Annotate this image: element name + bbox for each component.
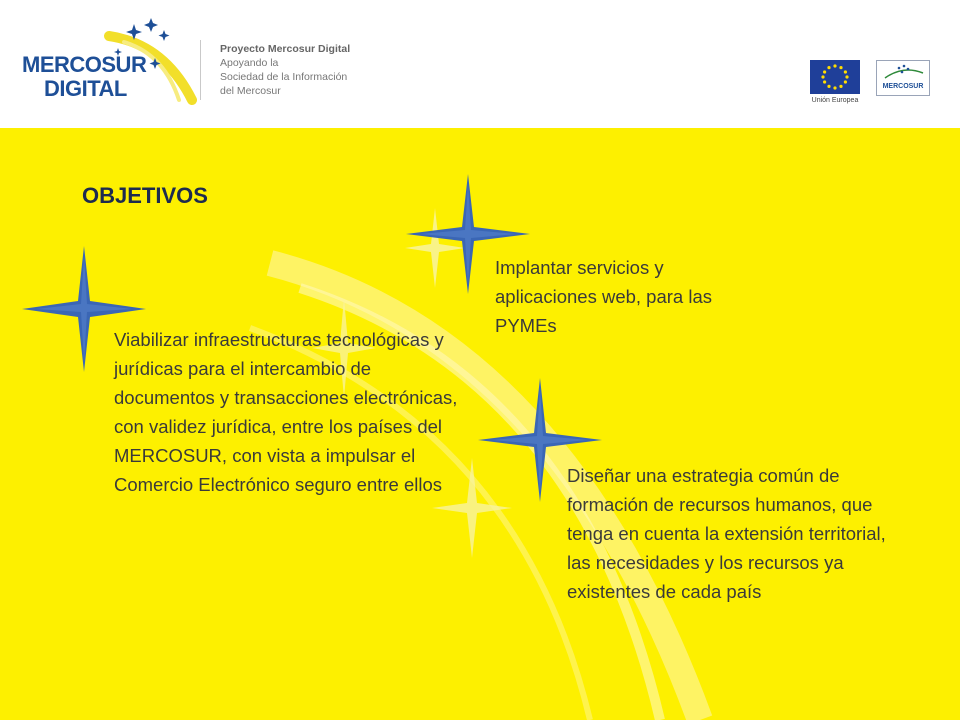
logo-text-mercosur: MERCOSUR — [22, 52, 147, 77]
mercosur-stars-icon — [877, 61, 929, 83]
header-divider — [200, 40, 201, 100]
european-union-logo — [808, 60, 862, 110]
logo-text-digital: DIGITAL — [44, 76, 127, 101]
tagline-line: Sociedad de la Información — [220, 71, 348, 83]
tagline-line: Proyecto Mercosur Digital — [220, 43, 351, 55]
mercosur-caption: MERCOSUR — [882, 83, 924, 90]
eu-caption: Unión Europea — [811, 97, 859, 104]
objective-training-strategy: Diseñar una estrategia común de formación de recursos humanos, que tenga en cuenta la extensión territorial, las necesidades y los recursos ya existentes de cada país — [567, 465, 886, 602]
header — [0, 0, 960, 128]
objective-infrastructure: Viabilizar infraestructuras tecnológicas y jurídicas para el intercambio de documentos y transacciones electrónicas, con validez jurídica, entre los países del MERCOSUR, con vista a impulsar el Comercio Electrónico seguro entre ellos — [114, 329, 458, 495]
mercosur-digital-logo — [14, 14, 214, 110]
project-tagline — [220, 42, 350, 98]
tagline-line: del Mercosur — [220, 85, 281, 97]
objective-web-services: Implantar servicios y aplicaciones web, para las PYMEs — [495, 257, 712, 336]
mercosur-logo — [876, 60, 930, 96]
slide-title: OBJETIVOS — [82, 183, 208, 208]
tagline-line: Apoyando la — [220, 57, 279, 69]
eu-flag-icon — [810, 60, 860, 94]
slide-content — [0, 128, 960, 720]
